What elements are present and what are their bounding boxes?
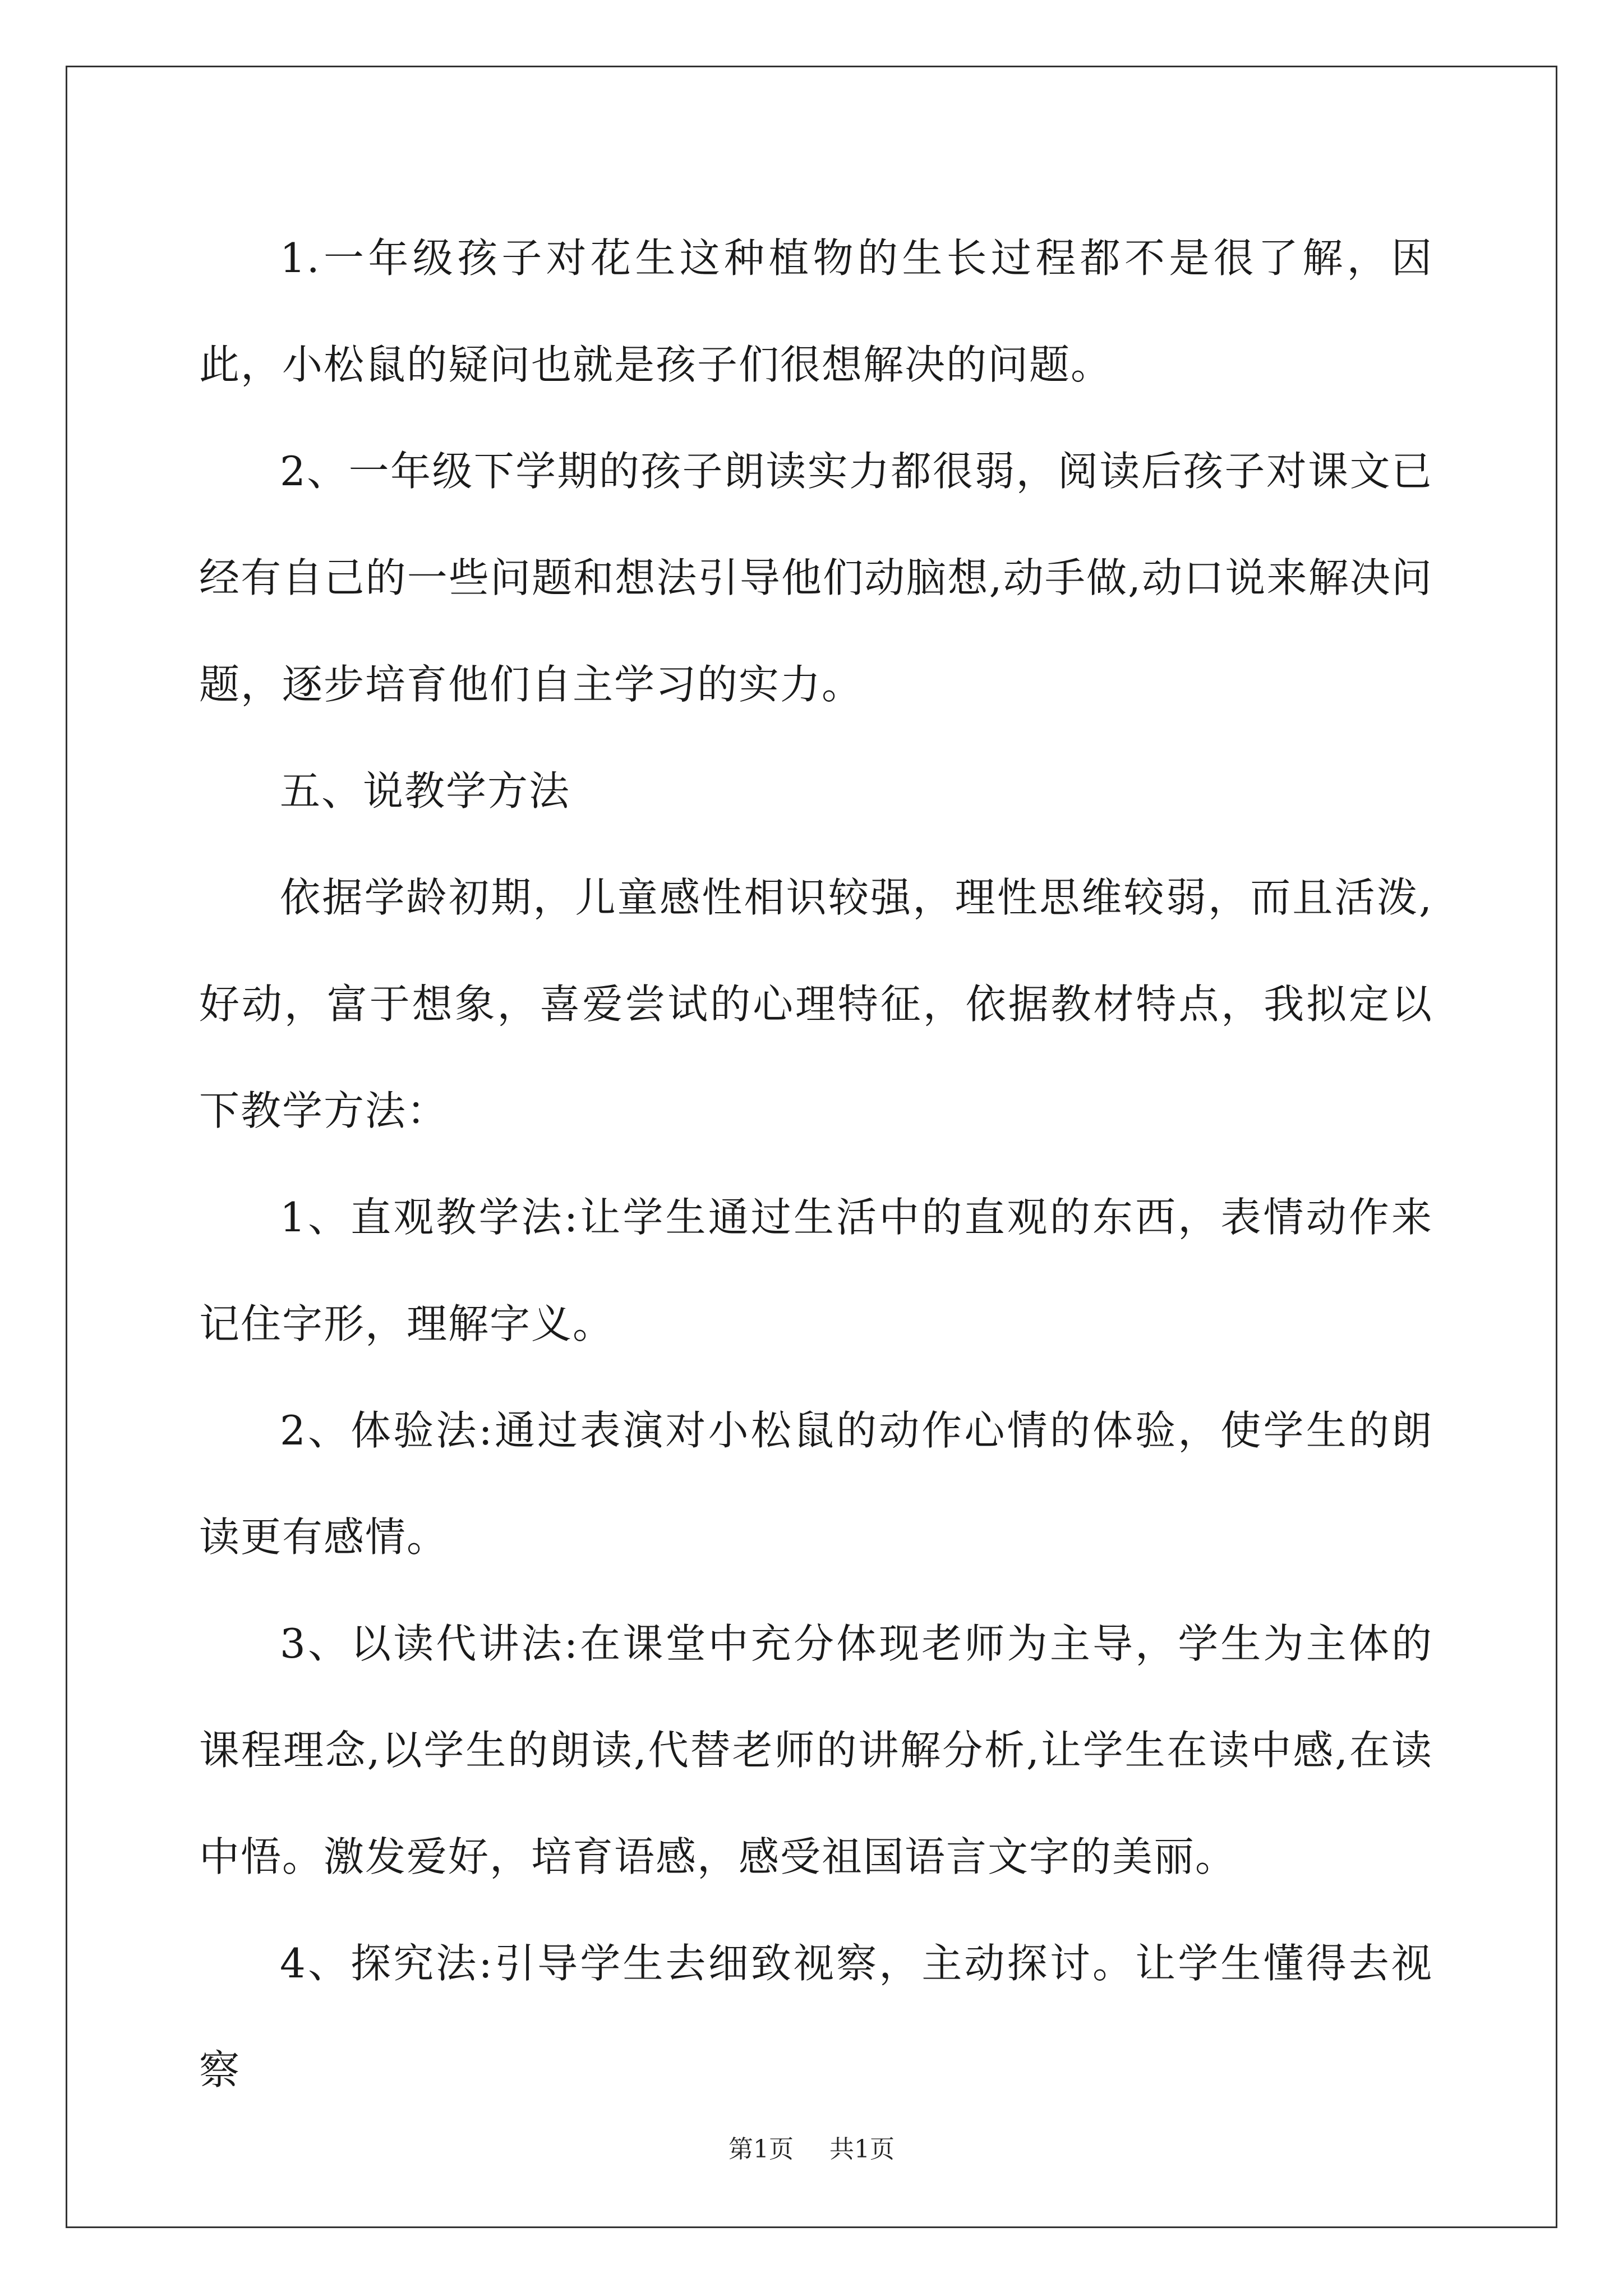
paragraph-5: 2、体验法:通过表演对小松鼠的动作心情的体验，使学生的朗读更有感情。 <box>199 1407 1433 1561</box>
paragraph-1: 1.一年级孩子对花生这种植物的生长过程都不是很了解，因此，小松鼠的疑问也就是孩子们很想解决的问题。 <box>199 234 1433 388</box>
paragraph-2: 2、一年级下学期的孩子朗读实力都很弱，阅读后孩子对课文已经有自己的一些问题和想法引导他们动脑想,动手做,动口说来解决问题，逐步培育他们自主学习的实力。 <box>199 448 1433 708</box>
paragraph-4: 1、直观教学法:让学生通过生活中的直观的东西，表情动作来记住字形，理解字义。 <box>199 1194 1433 1347</box>
page-number: 第1页 <box>728 2135 794 2164</box>
page-total: 共1页 <box>829 2135 895 2164</box>
paragraph-6: 3、以读代讲法:在课堂中充分体现老师为主导，学生为主体的课程理念,以学生的朗读,代替老师的讲解分析,让学生在读中感,在读中悟。激发爱好，培育语感，感受祖国语言文字的美丽。 <box>199 1620 1433 1880</box>
section-heading: 五、说教学方法 <box>280 767 571 815</box>
paragraph-3: 依据学龄初期，儿童感性相识较强，理性思维较弱，而且活泼,好动，富于想象，喜爱尝试的心理特征，依据教材特点，我拟定以下教学方法： <box>199 874 1433 1134</box>
paragraph-7: 4、探究法:引导学生去细致视察，主动探讨。让学生懂得去视察 <box>199 1940 1433 2093</box>
document-body <box>199 205 1433 2123</box>
page-footer <box>0 2129 1623 2165</box>
